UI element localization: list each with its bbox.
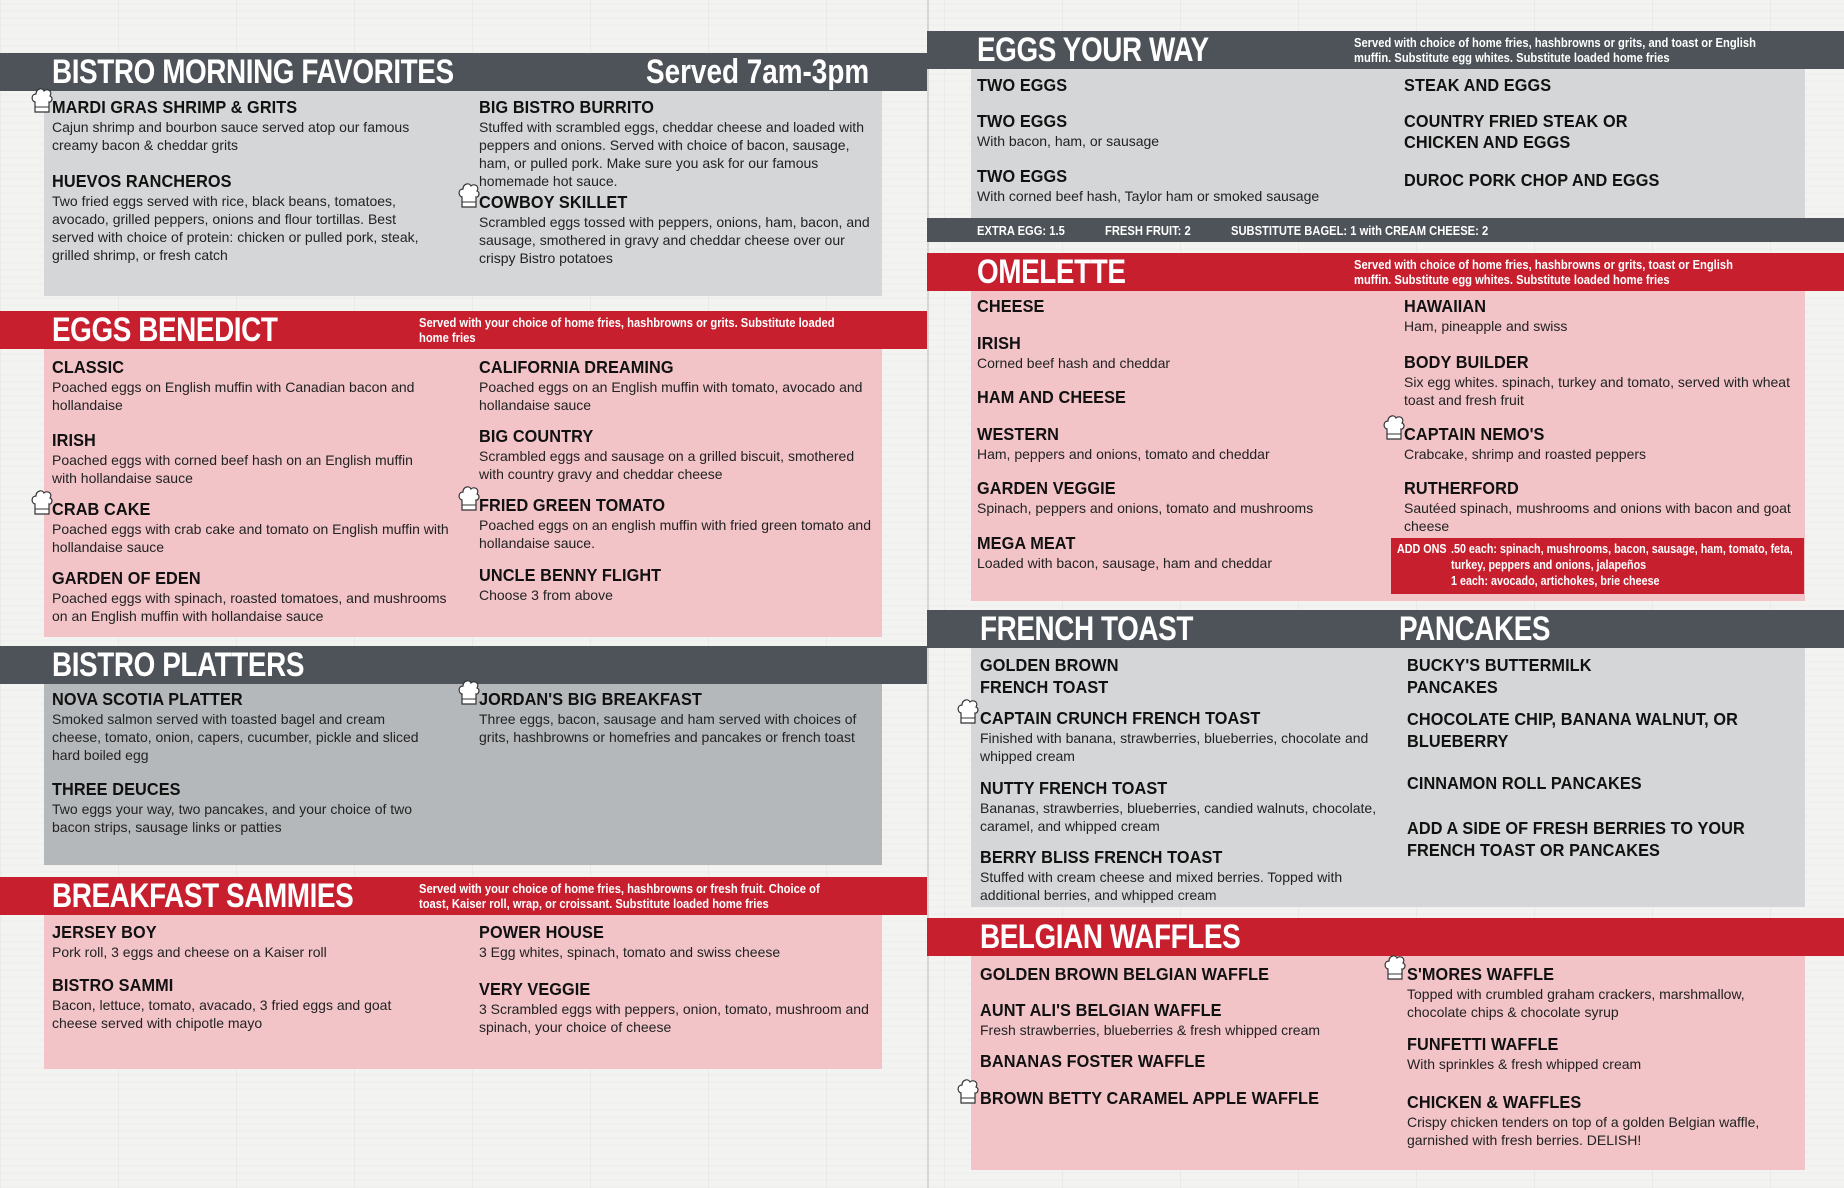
item-name: COWBOY SKILLET bbox=[479, 192, 628, 212]
menu-item bbox=[1407, 708, 1787, 752]
substitute-bagel-price: SUBSTITUTE BAGEL: 1 with CREAM CHEESE: 2 bbox=[1230, 222, 1488, 238]
item-name: GARDEN OF EDEN bbox=[52, 568, 201, 588]
menu-item bbox=[1407, 1034, 1792, 1073]
item-name: IRISH bbox=[977, 333, 1021, 353]
item-name: BIG COUNTRY bbox=[479, 426, 594, 446]
item-name: COUNTRY FRIED STEAK OR CHICKEN AND EGGS bbox=[1404, 111, 1628, 152]
item-description: Loaded with bacon, sausage, ham and cheddar bbox=[977, 555, 1272, 571]
chef-hat-icon bbox=[956, 697, 980, 725]
section-title: BREAKFAST SAMMIES bbox=[52, 877, 354, 915]
menu-item bbox=[1407, 654, 1627, 698]
menu-item bbox=[52, 975, 432, 1032]
item-description: Ham, pineapple and swiss bbox=[1404, 318, 1568, 334]
menu-item bbox=[479, 357, 879, 414]
section-title: OMELETTE bbox=[977, 253, 1126, 291]
item-name: HAM AND CHEESE bbox=[977, 387, 1127, 407]
item-name: GARDEN VEGGIE bbox=[977, 478, 1116, 498]
item-name: MARDI GRAS SHRIMP & GRITS bbox=[52, 97, 298, 117]
item-name: TWO EGGS bbox=[977, 111, 1068, 131]
chef-hat-icon bbox=[30, 86, 54, 114]
item-description: Bacon, lettuce, tomato, avacado, 3 fried eggs and goat cheese served with chipotle mayo bbox=[52, 997, 392, 1031]
menu-item bbox=[479, 689, 879, 746]
item-description: Pork roll, 3 eggs and cheese on a Kaiser roll bbox=[52, 944, 327, 960]
chef-hat-icon bbox=[457, 181, 481, 209]
extras-strip bbox=[927, 218, 1844, 242]
menu-item bbox=[980, 654, 1180, 698]
menu-item bbox=[977, 75, 1377, 95]
item-description: Poached eggs on an english muffin with fried green tomato and hollandaise sauce. bbox=[479, 517, 871, 551]
menu-item bbox=[479, 565, 879, 604]
item-description: Three eggs, bacon, sausage and ham served with choices of grits, hashbrowns or homefries and pancakes or french toast bbox=[479, 711, 857, 745]
item-name: HUEVOS RANCHEROS bbox=[52, 171, 232, 191]
menu-item bbox=[52, 689, 432, 764]
item-name: JERSEY BOY bbox=[52, 922, 157, 942]
menu-item bbox=[479, 922, 879, 961]
item-description: Cajun shrimp and bourbon sauce served atop our famous creamy bacon & cheddar grits bbox=[52, 119, 410, 153]
menu-item bbox=[977, 533, 1377, 572]
add-ons-1-dollar: 1 each: avocado, artichokes, brie cheese bbox=[1451, 574, 1660, 588]
item-description: Six egg whites. spinach, turkey and tomato, served with wheat toast and fresh fruit bbox=[1404, 374, 1790, 408]
menu-item bbox=[980, 1088, 1380, 1108]
item-description: Stuffed with cream cheese and mixed berries. Topped with additional berries, and whipped cream bbox=[980, 869, 1343, 903]
item-name: JORDAN'S BIG BREAKFAST bbox=[479, 689, 702, 709]
bistro-morning-header bbox=[0, 53, 927, 91]
item-name: CHOCOLATE CHIP, BANANA WALNUT, OR BLUEBERRY bbox=[1407, 709, 1738, 751]
item-description: Topped with crumbled graham crackers, marshmallow, chocolate chips & chocolate syrup bbox=[1407, 986, 1745, 1020]
item-name: BERRY BLISS FRENCH TOAST bbox=[980, 847, 1223, 867]
chef-hat-icon bbox=[457, 678, 481, 706]
menu-item bbox=[52, 357, 432, 414]
chef-hat-icon bbox=[1382, 413, 1406, 441]
menu-item bbox=[977, 111, 1377, 150]
item-name: S'MORES WAFFLE bbox=[1407, 964, 1555, 984]
item-name: BIG BISTRO BURRITO bbox=[479, 97, 654, 117]
menu-item bbox=[1404, 296, 1804, 335]
item-name: CAPTAIN NEMO'S bbox=[1404, 424, 1545, 444]
item-description: Crispy chicken tenders on top of a golden Belgian waffle, garnished with fresh berries. DELISH! bbox=[1407, 1114, 1760, 1148]
add-ons-50-cents: .50 each: spinach, mushrooms, bacon, sausage, ham, tomato, feta, turkey, peppers and onions, jalapeños bbox=[1451, 542, 1793, 572]
item-name: AUNT ALI'S BELGIAN WAFFLE bbox=[980, 1000, 1222, 1020]
item-description: Spinach, peppers and onions, tomato and mushrooms bbox=[977, 500, 1314, 516]
menu-item bbox=[980, 778, 1380, 835]
menu-item bbox=[1404, 478, 1804, 535]
section-note: Served with your choice of home fries, hashbrowns or fresh fruit. Choice of toast, Kaiser roll, wrap, or croissant. Substitute loaded home fries bbox=[419, 881, 820, 911]
item-description: With sprinkles & fresh whipped cream bbox=[1407, 1056, 1642, 1072]
chef-hat-icon bbox=[1383, 953, 1407, 981]
item-name: MEGA MEAT bbox=[977, 533, 1076, 553]
item-name: FUNFETTI WAFFLE bbox=[1407, 1034, 1559, 1054]
item-description: Stuffed with scrambled eggs, cheddar cheese and loaded with peppers and onions. Served with choice of bacon, sausage, ham, or pulled pork. Make sure you ask for our famous homemade hot sauce. bbox=[479, 119, 864, 189]
item-description: 3 Scrambled eggs with peppers, onion, tomato, mushroom and spinach, your choice of cheese bbox=[479, 1001, 869, 1035]
item-name: POWER HOUSE bbox=[479, 922, 604, 942]
menu-item bbox=[52, 97, 412, 154]
item-name: IRISH bbox=[52, 430, 96, 450]
item-name: ADD A SIDE OF FRESH BERRIES TO YOUR FRENCH TOAST OR PANCAKES bbox=[1407, 818, 1745, 860]
menu-item bbox=[1407, 964, 1792, 1021]
item-name: CRAB CAKE bbox=[52, 499, 151, 519]
menu-item bbox=[52, 499, 452, 556]
item-description: Fresh strawberries, blueberries & fresh whipped cream bbox=[980, 1022, 1321, 1038]
menu-item bbox=[52, 568, 452, 625]
item-description: Poached eggs with corned beef hash on an English muffin with hollandaise sauce bbox=[52, 452, 413, 486]
add-ons-text bbox=[1451, 541, 1795, 589]
item-description: Scrambled eggs and sausage on a grilled biscuit, smothered with country gravy and cheddar cheese bbox=[479, 448, 855, 482]
menu-item bbox=[1407, 1092, 1792, 1149]
eggs-your-way-header bbox=[927, 31, 1844, 69]
item-name: CHICKEN & WAFFLES bbox=[1407, 1092, 1582, 1112]
eggs-benedict-header bbox=[0, 311, 927, 349]
item-name: VERY VEGGIE bbox=[479, 979, 591, 999]
menu-item bbox=[1404, 111, 1714, 153]
item-name: BROWN BETTY CARAMEL APPLE WAFFLE bbox=[980, 1088, 1320, 1108]
chef-hat-icon bbox=[457, 484, 481, 512]
section-title: EGGS BENEDICT bbox=[52, 311, 278, 349]
french-toast-pancakes-header bbox=[927, 610, 1844, 648]
menu-item bbox=[479, 495, 879, 552]
belgian-waffles-header bbox=[927, 918, 1844, 956]
omelette-add-ons bbox=[1391, 538, 1804, 594]
item-description: Ham, peppers and onions, tomato and cheddar bbox=[977, 446, 1270, 462]
menu-item bbox=[1404, 352, 1804, 409]
item-name: BUCKY'S BUTTERMILK PANCAKES bbox=[1407, 655, 1592, 697]
add-ons-label: ADD ONS bbox=[1397, 542, 1447, 556]
chef-hat-icon bbox=[956, 1077, 980, 1105]
menu-item bbox=[52, 171, 432, 264]
item-description: Scrambled eggs tossed with peppers, onions, ham, bacon, and sausage, smothered in gravy and cheddar cheese over our crispy Bistro potatoes bbox=[479, 214, 870, 266]
menu-item bbox=[479, 192, 879, 267]
menu-item bbox=[977, 387, 1377, 407]
item-description: Two fried eggs served with rice, black beans, tomatoes, avocado, grilled peppers, onions and flour tortillas. Best served with choice of protein: chicken or pulled pork, steak, grilled shrimp, or fresh catch bbox=[52, 193, 419, 263]
item-name: CAPTAIN CRUNCH FRENCH TOAST bbox=[980, 708, 1261, 728]
item-name: DUROC PORK CHOP AND EGGS bbox=[1404, 170, 1660, 190]
menu-item bbox=[479, 979, 879, 1036]
item-name: WESTERN bbox=[977, 424, 1060, 444]
item-description: Finished with banana, strawberries, blueberries, chocolate and whipped cream bbox=[980, 730, 1369, 764]
omelette-header bbox=[927, 253, 1844, 291]
item-description: 3 Egg whites, spinach, tomato and swiss cheese bbox=[479, 944, 781, 960]
item-description: Poached eggs with spinach, roasted tomatoes, and mushrooms on an English muffin with hollandaise sauce bbox=[52, 590, 447, 624]
item-name: STEAK AND EGGS bbox=[1404, 75, 1552, 95]
item-name: NOVA SCOTIA PLATTER bbox=[52, 689, 243, 709]
item-name: UNCLE BENNY FLIGHT bbox=[479, 565, 662, 585]
menu-item bbox=[980, 1051, 1380, 1071]
item-description: Bananas, strawberries, blueberries, candied walnuts, chocolate, caramel, and whipped cream bbox=[980, 800, 1377, 834]
page-fold bbox=[927, 0, 929, 1188]
item-name: TWO EGGS bbox=[977, 75, 1068, 95]
chef-hat-icon bbox=[30, 488, 54, 516]
item-name: BISTRO SAMMI bbox=[52, 975, 174, 995]
item-description: Poached eggs with crab cake and tomato on English muffin with hollandaise sauce bbox=[52, 521, 449, 555]
item-description: Crabcake, shrimp and roasted peppers bbox=[1404, 446, 1647, 462]
item-name: CALIFORNIA DREAMING bbox=[479, 357, 674, 377]
menu-item bbox=[52, 779, 432, 836]
item-description: Two eggs your way, two pancakes, and your choice of two bacon strips, sausage links or patties bbox=[52, 801, 413, 835]
section-note: Served with your choice of home fries, hashbrowns or grits. Substitute loaded home fries bbox=[419, 315, 835, 345]
item-name: FRIED GREEN TOMATO bbox=[479, 495, 666, 515]
pancakes-title: PANCAKES bbox=[1399, 610, 1551, 648]
item-name: GOLDEN BROWN BELGIAN WAFFLE bbox=[980, 964, 1270, 984]
menu-item bbox=[52, 430, 432, 487]
item-description: Sautéed spinach, mushrooms and onions with bacon and goat cheese bbox=[1404, 500, 1791, 534]
breakfast-sammies-header bbox=[0, 877, 927, 915]
menu-item bbox=[977, 333, 1377, 372]
french-toast-title: FRENCH TOAST bbox=[980, 610, 1193, 648]
item-name: BODY BUILDER bbox=[1404, 352, 1529, 372]
item-description: With bacon, ham, or sausage bbox=[977, 133, 1160, 149]
menu-item bbox=[977, 424, 1377, 463]
menu-item bbox=[52, 922, 432, 961]
menu-item bbox=[479, 97, 879, 190]
menu-item bbox=[1407, 773, 1787, 793]
item-description: Corned beef hash and cheddar bbox=[977, 355, 1171, 371]
menu-item bbox=[980, 964, 1380, 984]
menu-item bbox=[479, 426, 879, 483]
section-note: Served with choice of home fries, hashbrowns or grits, toast or English muffin. Substitute egg whites. Substitute loaded home fries bbox=[1354, 257, 1733, 287]
item-description: With corned beef hash, Taylor ham or smoked sausage bbox=[977, 188, 1320, 204]
menu-item bbox=[980, 708, 1380, 765]
menu-item bbox=[1404, 424, 1804, 463]
item-name: THREE DEUCES bbox=[52, 779, 181, 799]
menu-item bbox=[977, 166, 1377, 205]
item-description: Choose 3 from above bbox=[479, 587, 613, 603]
extra-egg-price: EXTRA EGG: 1.5 bbox=[977, 222, 1065, 238]
item-name: CLASSIC bbox=[52, 357, 125, 377]
item-name: TWO EGGS bbox=[977, 166, 1068, 186]
menu-item bbox=[1404, 75, 1804, 95]
item-name: RUTHERFORD bbox=[1404, 478, 1519, 498]
fresh-fruit-price: FRESH FRUIT: 2 bbox=[1105, 222, 1191, 238]
item-name: CINNAMON ROLL PANCAKES bbox=[1407, 773, 1642, 793]
menu-item bbox=[980, 847, 1380, 904]
item-name: CHEESE bbox=[977, 296, 1045, 316]
menu-item bbox=[1404, 170, 1804, 190]
item-name: BANANAS FOSTER WAFFLE bbox=[980, 1051, 1206, 1071]
section-title: EGGS YOUR WAY bbox=[977, 31, 1209, 69]
served-hours: Served 7am-3pm bbox=[645, 53, 869, 91]
menu-item bbox=[1407, 817, 1787, 861]
section-title: BELGIAN WAFFLES bbox=[980, 918, 1241, 956]
section-note: Served with choice of home fries, hashbrowns or grits, and toast or English muffin. Substitute egg whites. Substitute loaded home fries bbox=[1354, 35, 1756, 65]
menu-item bbox=[980, 1000, 1380, 1039]
menu-item bbox=[977, 296, 1377, 316]
section-title: BISTRO PLATTERS bbox=[52, 646, 305, 684]
item-name: HAWAIIAN bbox=[1404, 296, 1487, 316]
item-description: Poached eggs on an English muffin with tomato, avocado and hollandaise sauce bbox=[479, 379, 863, 413]
item-description: Poached eggs on English muffin with Canadian bacon and hollandaise bbox=[52, 379, 415, 413]
item-name: GOLDEN BROWN FRENCH TOAST bbox=[980, 655, 1119, 697]
item-description: Smoked salmon served with toasted bagel and cream cheese, tomato, onion, capers, cucumber, pickle and sliced hard boiled egg bbox=[52, 711, 419, 763]
menu-item bbox=[977, 478, 1377, 517]
section-title: BISTRO MORNING FAVORITES bbox=[52, 53, 454, 91]
item-name: NUTTY FRENCH TOAST bbox=[980, 778, 1168, 798]
